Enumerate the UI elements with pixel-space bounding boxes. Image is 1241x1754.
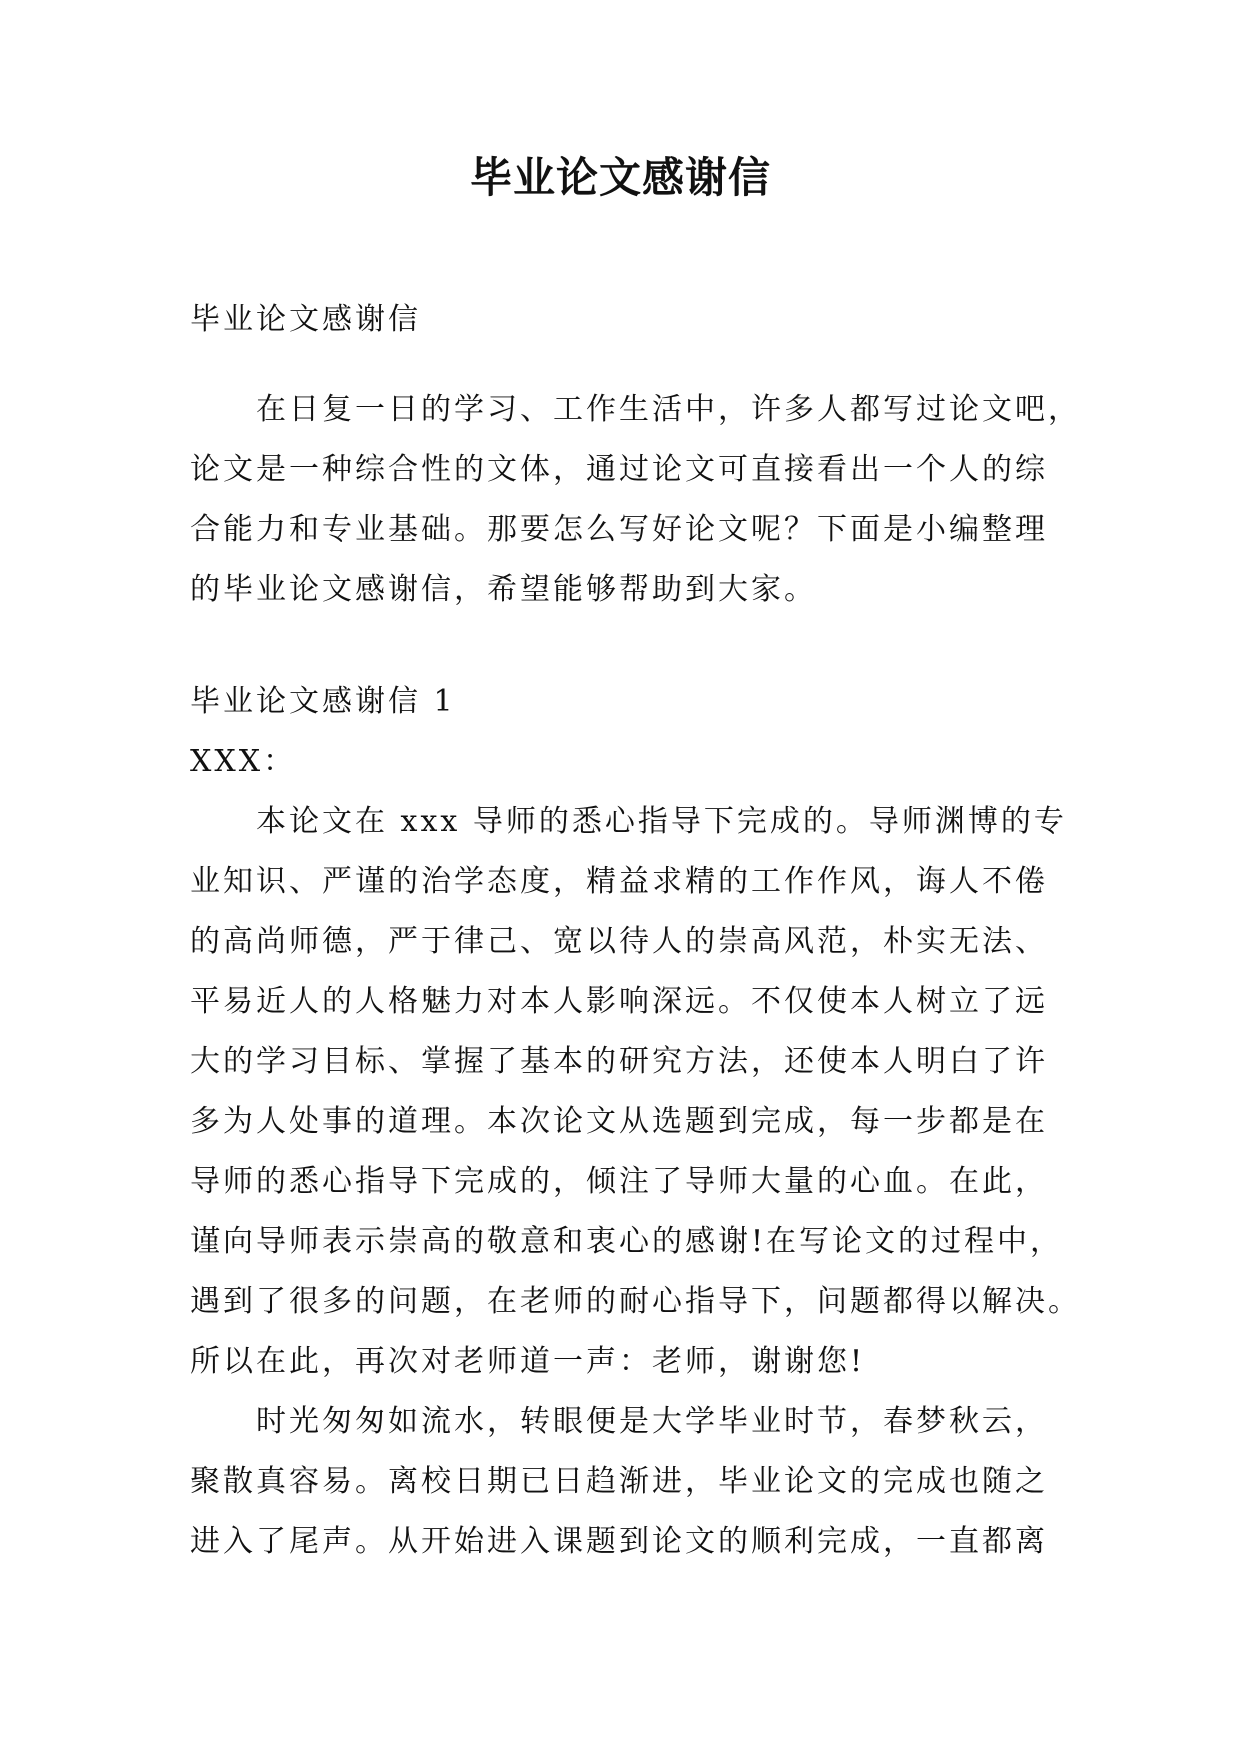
intro-line-3: 合能力和专业基础。那要怎么写好论文呢？下面是小编整理 [190,512,1048,547]
para1-line-10: 所以在此，再次对老师道一声：老师，谢谢您! [190,1344,866,1379]
para1-line-4: 平易近人的人格魅力对本人影响深远。不仅使本人树立了远 [190,984,1048,1019]
para2-line-3: 进入了尾声。从开始进入课题到论文的顺利完成，一直都离 [190,1524,1048,1559]
subtitle: 毕业论文感谢信 [190,302,421,337]
para1-line-5: 大的学习目标、掌握了基本的研究方法，还使本人明白了许 [190,1044,1048,1079]
para1-line-7: 导师的悉心指导下完成的，倾注了导师大量的心血。在此， [190,1164,1048,1199]
para1-line-2: 业知识、严谨的治学态度，精益求精的工作作风，诲人不倦 [190,864,1048,899]
spacer [190,620,1062,672]
intro-line-2: 论文是一种综合性的文体，通过论文可直接看出一个人的综 [190,452,1048,487]
salutation: XXX： [190,744,297,779]
para1-line-1: 本论文在 xxx 导师的悉心指导下完成的。导师渊博的专 [256,804,1067,839]
para1-line-8: 谨向导师表示崇高的敬意和衷心的感谢!在写论文的过程中， [190,1224,1064,1259]
intro-line-1: 在日复一日的学习、工作生活中，许多人都写过论文吧， [256,392,1081,427]
para1-line-6: 多为人处事的道理。本次论文从选题到完成，每一步都是在 [190,1104,1048,1139]
para1-line-9: 遇到了很多的问题，在老师的耐心指导下，问题都得以解决。 [190,1284,1081,1319]
document-title: 毕业论文感谢信 [469,153,771,202]
para2-line-1: 时光匆匆如流水，转眼便是大学毕业时节，春梦秋云， [256,1404,1048,1439]
para2-line-2: 聚散真容易。离校日期已日趋渐进，毕业论文的完成也随之 [190,1464,1048,1499]
spacer [190,350,1062,380]
intro-line-4: 的毕业论文感谢信，希望能够帮助到大家。 [190,572,817,607]
document-body [190,290,1081,1572]
letter-heading: 毕业论文感谢信 1 [190,684,456,719]
para1-line-3: 的高尚师德，严于律己、宽以待人的崇高风范，朴实无法、 [190,924,1048,959]
